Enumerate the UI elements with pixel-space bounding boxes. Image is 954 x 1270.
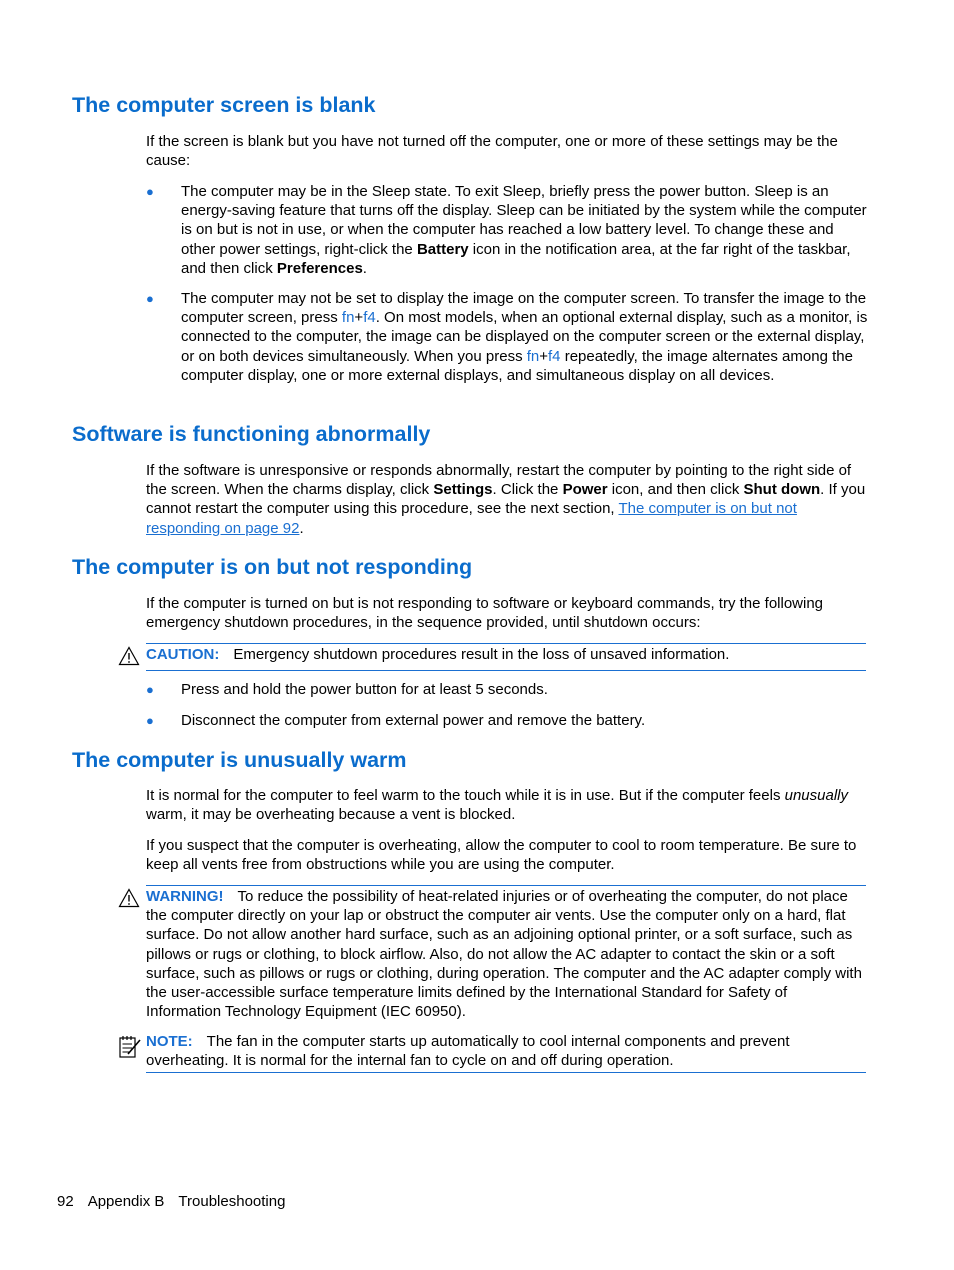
note-label: NOTE: xyxy=(146,1033,193,1050)
warning-top-rule xyxy=(146,885,866,886)
bullet-text: The computer may be in the Sleep state. To exit Sleep, briefly press the power button. Sleep is an energy-saving feature that turns off the display. Sleep can be initiated by the system while the computer is on but is not in use, or when the computer has reached a low battery level. To change these and other power settings, right-click the Battery icon in the notification area, at the far right of the taskbar, and then click Preferences. xyxy=(181,183,867,277)
heading-not-responding: The computer is on but not responding xyxy=(72,555,473,579)
heading-unusually-warm: The computer is unusually warm xyxy=(72,748,407,772)
note-pad-icon xyxy=(118,1034,142,1060)
page-number: 92 xyxy=(57,1193,74,1210)
caution-top-rule xyxy=(146,643,866,644)
key-f4: f4 xyxy=(363,309,376,327)
warning-notice xyxy=(146,887,866,1021)
note-bottom-rule xyxy=(146,1072,866,1073)
cross-reference-link[interactable]: The computer is on but not responding on page 92 xyxy=(146,500,797,537)
paragraph-warm-2: If you suspect that the computer is overheating, allow the computer to cool to room temperature. Be sure to keep all vents free from obstructions while you are using the computer. xyxy=(146,837,857,874)
list-item xyxy=(146,182,868,278)
bullet-icon: ● xyxy=(146,184,154,199)
caution-bottom-rule xyxy=(146,670,866,671)
list-item xyxy=(146,711,868,730)
paragraph-not-responding-intro: If the computer is turned on but is not responding to software or keyboard commands, try the following emergency shutdown procedures, in the sequence provided, until shutdown occurs: xyxy=(146,595,824,632)
paragraph-screen-blank-intro: If the screen is blank but you have not turned off the computer, one or more of these settings may be the cause: xyxy=(146,133,838,170)
list-item xyxy=(146,289,868,385)
paragraph-software-abnormal: If the software is unresponsive or responds abnormally, restart the computer by pointing to the right side of the screen. When the charms display, click Settings. Click the Power icon, and then click Shut down. If you cannot restart the computer using this procedure, see the next section, The computer is on but not responding on page 92. xyxy=(146,462,866,537)
caution-text: Emergency shutdown procedures result in the loss of unsaved information. xyxy=(233,646,730,663)
bullet-text: Disconnect the computer from external power and remove the battery. xyxy=(181,712,646,729)
paragraph-warm-1: It is normal for the computer to feel warm to the touch while it is in use. But if the computer feels unusually warm, it may be overheating because a vent is blocked. xyxy=(146,787,849,824)
caution-label: CAUTION: xyxy=(146,646,220,663)
caution-notice xyxy=(146,645,866,664)
warning-triangle-icon xyxy=(118,646,140,666)
warning-label: WARNING! xyxy=(146,888,224,905)
key-f4: f4 xyxy=(548,347,561,365)
heading-software-abnormal: Software is functioning abnormally xyxy=(72,422,431,446)
bullet-icon: ● xyxy=(146,713,154,728)
bullet-text: The computer may not be set to display the image on the computer screen. To transfer the image to the computer screen, press fn+f4. On most models, when an optional external display, such as a monitor, is connected to the computer, the image can be displayed on the computer screen or the external display, or on both devices simultaneously. When you press fn+f4 repeatedly, the image alternates among the computer display, one or more external displays, and simultaneous display on all devices. xyxy=(181,290,868,384)
heading-screen-blank: The computer screen is blank xyxy=(72,93,376,117)
footer-title: Troubleshooting xyxy=(178,1193,286,1210)
bullet-icon: ● xyxy=(146,291,154,306)
key-fn: fn xyxy=(341,309,355,327)
page-footer xyxy=(57,1192,299,1211)
key-fn: fn xyxy=(526,347,540,365)
warning-triangle-icon xyxy=(118,888,140,908)
list-item xyxy=(146,680,868,699)
bullet-icon: ● xyxy=(146,682,154,697)
bullet-text: Press and hold the power button for at least 5 seconds. xyxy=(181,681,548,698)
note-text: The fan in the computer starts up automatically to cool internal components and prevent overheating. It is normal for the internal fan to cycle on and off during operation. xyxy=(146,1033,790,1070)
warning-text: To reduce the possibility of heat-related injuries or of overheating the computer, do not place the computer directly on your lap or obstruct the computer air vents. Use the computer only on a hard, flat surface. Do not allow another hard surface, such as an adjoining optional printer, or a soft surface, such as pillows or rugs or clothing, to block airflow. Also, do not allow the AC adapter to contact the skin or a soft surface, such as pillows or rugs or clothing, during operation. The computer and the AC adapter comply with the user-accessible surface temperature limits defined by the International Standard for Safety of Information Technology Equipment (IEC 60950). xyxy=(146,888,862,1021)
footer-appendix: Appendix B xyxy=(87,1193,165,1210)
note-notice xyxy=(146,1032,866,1070)
